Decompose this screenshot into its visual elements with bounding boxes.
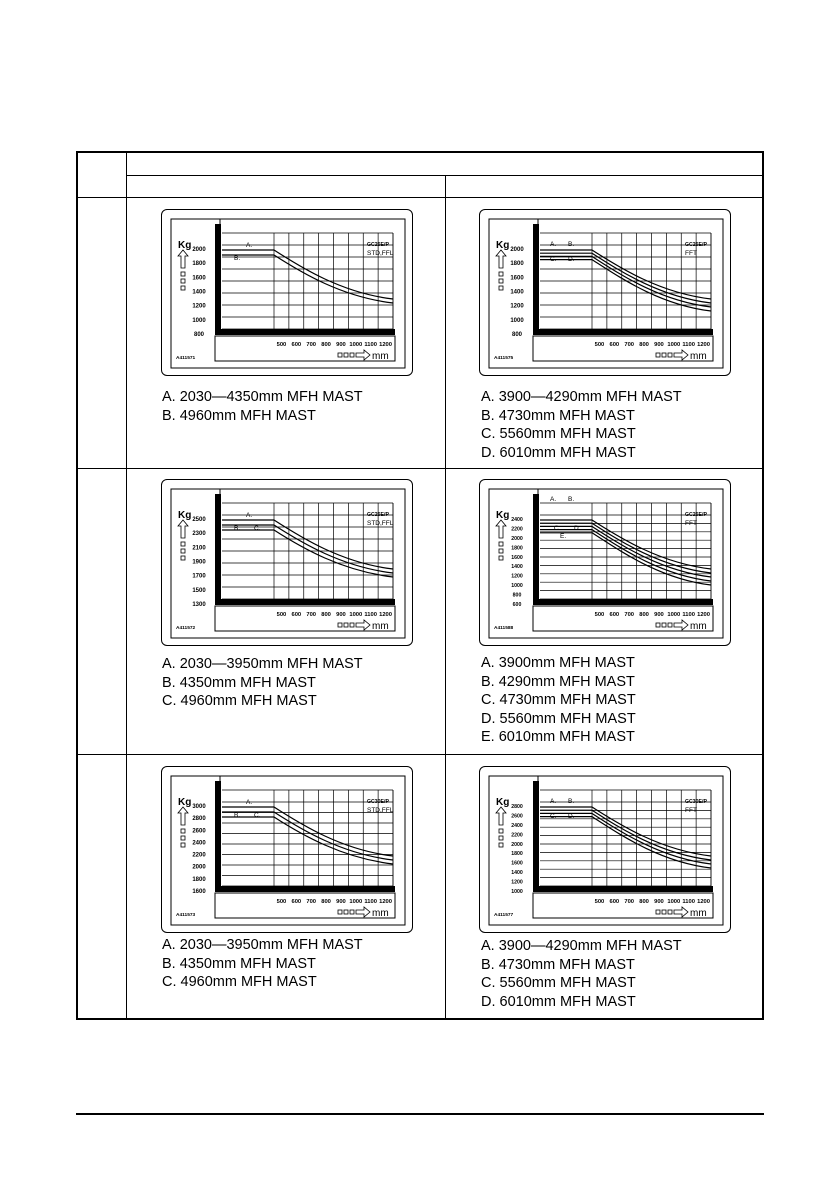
y-tick-label: 1500 [192,587,206,594]
figure-code: A411571 [176,356,196,361]
curve-letter-label: C. [554,525,561,532]
load-chart-panel [479,479,731,646]
model-label: FFT [685,250,697,257]
x-tick-label: 1000 [667,342,681,348]
caption-line: B. 4730mm MFH MAST [481,407,635,424]
chart-caption [162,936,363,992]
model-label: STD,FFL [367,250,394,257]
y-tick-label: 1400 [192,289,206,296]
x-tick-label: 500 [276,899,287,905]
y-tick-label: 1600 [511,860,523,867]
y-tick-label: 1200 [192,303,206,310]
unit-square-icon [181,279,185,283]
x-tick-label: 500 [594,899,605,905]
caption-line: C. 4960mm MFH MAST [162,974,317,990]
x-axis-bar [533,329,713,335]
arrow-right-icon [674,907,688,917]
unit-square-icon [181,829,185,833]
y-unit-label: Kg [496,240,510,251]
y-tick-label: 1400 [511,870,523,877]
figure-code: A411572 [176,626,196,631]
load-chart-svg [162,480,414,647]
x-axis-bar [215,886,395,892]
y-axis-bar [215,494,221,605]
y-unit-label: Kg [178,240,192,251]
y-axis-bar [215,781,221,892]
y-tick-label: 1800 [510,261,524,268]
load-chart-panel [479,766,731,933]
caption-line: C. 4730mm MFH MAST [481,692,636,708]
x-tick-label: 800 [639,342,649,348]
model-label: GC25E/P [685,512,707,518]
x-tick-label: 1200 [379,612,393,618]
x-tick-label: 600 [609,899,620,905]
caption-line: D. 5560mm MFH MAST [481,710,636,727]
unit-square-icon [181,272,185,276]
unit-square-icon [668,910,672,914]
y-tick-label: 1600 [511,554,523,561]
x-tick-label: 800 [321,899,331,905]
figure-code: A411577 [494,913,514,918]
y-tick-label: 600 [512,602,522,608]
unit-square-icon [181,542,185,546]
x-unit-label: mm [690,351,707,362]
x-tick-label: 1200 [697,612,711,618]
y-tick-label: 1600 [510,275,524,282]
y-tick-label: 2100 [192,545,206,552]
capacity-curve [540,817,711,868]
y-tick-label: 1800 [192,876,206,883]
unit-square-icon [499,556,503,560]
y-tick-label: 1800 [192,261,206,268]
curve-letter-label: B. [568,496,575,503]
x-unit-label: mm [690,908,707,919]
x-tick-label: 1000 [667,612,681,618]
x-axis-bar [533,599,713,605]
unit-square-icon [499,843,503,847]
y-tick-label: 2800 [192,816,206,823]
x-axis-bar [215,599,395,605]
x-unit-label: mm [690,621,707,632]
y-tick-label: 1000 [192,317,206,324]
x-tick-label: 700 [624,612,635,618]
curve-letter-label: A. [550,798,557,805]
capacity-curve [222,530,393,577]
y-axis-bar [533,494,539,605]
curve-letter-label: A. [246,512,253,519]
capacity-curve [540,253,711,303]
caption-line: A. 3900mm MFH MAST [481,655,635,671]
x-unit-label: mm [372,351,389,362]
chart-caption [481,388,682,462]
model-label: GC30E/P [367,799,389,805]
unit-square-icon [662,353,666,357]
x-tick-label: 1100 [682,899,695,905]
y-unit-label: Kg [496,510,510,521]
y-tick-label: 1000 [510,317,524,324]
y-tick-label: 2400 [192,840,206,847]
curve-letter-label: E. [560,533,567,540]
x-tick-label: 900 [654,612,664,618]
caption-line: A. 3900—4290mm MFH MAST [481,389,682,405]
load-chart-svg [480,480,732,647]
curve-letter-label: B. [234,525,241,532]
table-col-divider-1 [126,153,127,1018]
unit-square-icon [181,556,185,560]
x-tick-label: 1200 [697,899,711,905]
unit-square-icon [338,910,342,914]
x-tick-label: 900 [654,342,664,348]
x-tick-label: 1000 [667,899,681,905]
x-tick-label: 1100 [682,342,695,348]
arrow-right-icon [356,620,370,630]
model-label: STD,FFL [367,520,394,527]
y-tick-label: 2000 [192,247,206,253]
curve-letter-label: B. [234,255,241,262]
x-tick-label: 700 [624,899,635,905]
x-tick-label: 1100 [364,612,377,618]
caption-line: B. 4730mm MFH MAST [481,956,635,973]
x-tick-label: 800 [639,899,649,905]
chart-caption [481,937,682,1011]
caption-line: B. 4960mm MFH MAST [162,407,316,424]
x-tick-label: 900 [654,899,664,905]
curve-letter-label: C. [254,812,261,819]
x-unit-label: mm [372,621,389,632]
y-tick-label: 2500 [192,517,206,523]
y-tick-label: 2200 [511,526,523,533]
figure-code: A411588 [494,626,514,631]
curve-letter-label: B. [568,798,575,805]
x-tick-label: 1000 [349,342,363,348]
y-tick-label: 2000 [511,841,523,848]
y-tick-label: 2200 [511,832,523,839]
y-tick-label: 2000 [192,864,206,871]
x-tick-box [215,606,395,631]
unit-square-icon [181,836,185,840]
load-chart-panel [161,209,413,376]
x-tick-label: 700 [624,342,635,348]
x-tick-label: 500 [594,612,605,618]
y-tick-label: 2300 [192,531,206,538]
y-tick-label: 2000 [511,535,523,542]
x-tick-label: 600 [609,612,620,618]
caption-line: B. 4350mm MFH MAST [162,674,316,691]
capacity-curve [540,813,711,864]
unit-square-icon [499,542,503,546]
x-axis-bar [215,329,395,335]
unit-square-icon [350,623,354,627]
load-chart-svg [162,767,414,934]
x-tick-label: 1200 [379,899,393,905]
x-tick-label: 1000 [349,899,363,905]
unit-square-icon [181,549,185,553]
capacity-curve [540,807,711,856]
caption-line: E. 6010mm MFH MAST [481,729,635,745]
unit-square-icon [499,286,503,290]
y-unit-label: Kg [178,510,192,521]
x-tick-box [533,336,713,361]
caption-line: A. 2030—3950mm MFH MAST [162,937,363,953]
y-tick-label: 1200 [511,573,523,580]
y-axis-bar [533,781,539,892]
x-tick-label: 600 [609,342,620,348]
arrow-right-icon [356,907,370,917]
chart-caption [162,654,363,710]
load-chart-svg [480,767,732,934]
y-unit-label: Kg [496,797,510,808]
y-tick-label: 2400 [511,822,523,829]
y-tick-label: 800 [193,332,205,338]
x-tick-box [215,893,395,918]
y-tick-label: 1300 [192,602,206,608]
model-label: GC30E/P [685,799,707,805]
y-tick-label: 1200 [510,303,524,310]
caption-line: D. 6010mm MFH MAST [481,993,636,1010]
y-tick-label: 1000 [511,889,523,895]
table-header-bottom [78,197,762,198]
model-label: GC25E/P [367,242,389,248]
chart-caption [162,388,363,425]
unit-square-icon [656,353,660,357]
load-chart-panel [479,209,731,376]
x-tick-label: 800 [639,612,649,618]
unit-square-icon [656,910,660,914]
unit-square-icon [656,623,660,627]
x-tick-label: 700 [306,899,317,905]
x-tick-box [215,336,395,361]
y-tick-label: 1800 [511,545,523,552]
y-tick-label: 800 [511,332,523,338]
x-tick-label: 900 [336,612,346,618]
curve-letter-label: C. [254,525,261,532]
unit-square-icon [338,623,342,627]
capacity-curve [222,817,393,864]
y-tick-label: 1400 [510,289,524,296]
x-tick-label: 500 [276,612,287,618]
capacity-curve [540,256,711,307]
x-tick-label: 1000 [349,612,363,618]
model-label: STD,FFL [367,807,394,814]
y-tick-label: 1900 [192,559,206,566]
x-tick-label: 800 [321,612,331,618]
caption-line: A. 3900—4290mm MFH MAST [481,938,682,954]
capacity-curve [540,520,711,569]
x-tick-label: 1100 [364,899,377,905]
unit-square-icon [499,279,503,283]
unit-square-icon [668,353,672,357]
unit-square-icon [344,353,348,357]
load-chart-panel [161,766,413,933]
caption-line: A. 2030—4350mm MFH MAST [162,389,363,405]
arrow-right-icon [674,620,688,630]
arrow-right-icon [674,350,688,360]
x-tick-label: 500 [594,342,605,348]
curve-letter-label: D. [568,813,575,820]
caption-line: B. 4290mm MFH MAST [481,673,635,690]
y-axis-bar [215,224,221,335]
footer-rule [76,1113,764,1115]
y-tick-label: 2400 [511,517,523,523]
y-unit-label: Kg [178,797,192,808]
arrow-up-icon [496,250,506,268]
y-tick-label: 2600 [192,828,206,835]
curve-letter-label: C. [550,256,557,263]
unit-square-icon [338,353,342,357]
arrow-up-icon [178,250,188,268]
curve-letter-label: A. [550,241,557,248]
caption-line: B. 4350mm MFH MAST [162,955,316,972]
x-tick-label: 600 [291,899,302,905]
unit-square-icon [350,353,354,357]
arrow-up-icon [496,520,506,538]
arrow-up-icon [178,520,188,538]
model-label: FFT [685,807,697,814]
x-tick-label: 1200 [697,342,711,348]
load-chart-svg [162,210,414,377]
unit-square-icon [499,829,503,833]
x-unit-label: mm [372,908,389,919]
curve-letter-label: D. [574,525,581,532]
x-tick-label: 1200 [379,342,393,348]
y-axis-bar [533,224,539,335]
load-chart-panel [161,479,413,646]
curve-letter-label: B. [568,241,575,248]
table-row-divider-1 [78,468,762,469]
y-tick-label: 2800 [511,804,523,810]
unit-square-icon [181,843,185,847]
unit-square-icon [662,623,666,627]
table-header-divider [126,175,762,176]
unit-square-icon [344,623,348,627]
y-tick-label: 1400 [511,564,523,571]
y-tick-label: 1000 [511,583,523,590]
x-tick-box [533,893,713,918]
unit-square-icon [662,910,666,914]
caption-line: C. 5560mm MFH MAST [481,426,636,442]
y-tick-label: 2000 [510,247,524,253]
caption-line: A. 2030—3950mm MFH MAST [162,656,363,672]
x-tick-label: 1100 [682,612,695,618]
load-chart-svg [480,210,732,377]
curve-letter-label: B. [234,812,241,819]
unit-square-icon [499,836,503,840]
table-row-divider-2 [78,754,762,755]
y-tick-label: 1200 [511,879,523,886]
arrow-up-icon [178,807,188,825]
curve-letter-label: A. [550,496,557,503]
x-tick-box [533,606,713,631]
x-tick-label: 900 [336,342,346,348]
unit-square-icon [181,286,185,290]
caption-line: C. 4960mm MFH MAST [162,693,317,709]
x-tick-label: 1100 [364,342,377,348]
unit-square-icon [350,910,354,914]
x-tick-label: 500 [276,342,287,348]
capacity-curve [540,260,711,311]
y-tick-label: 2600 [511,813,523,820]
y-tick-label: 1700 [192,573,206,580]
x-tick-label: 800 [321,342,331,348]
y-tick-label: 1800 [511,851,523,858]
unit-square-icon [668,623,672,627]
y-tick-label: 3000 [192,804,206,810]
capacity-curve [540,250,711,299]
caption-line: C. 5560mm MFH MAST [481,975,636,991]
curve-letter-label: A. [246,799,253,806]
y-tick-label: 1600 [192,275,206,282]
figure-code: A411575 [494,356,514,361]
x-axis-bar [533,886,713,892]
x-tick-label: 600 [291,342,302,348]
model-label: FFT [685,520,697,527]
arrow-right-icon [356,350,370,360]
y-tick-label: 1600 [192,889,206,895]
x-tick-label: 700 [306,342,317,348]
curve-letter-label: D. [568,256,575,263]
model-label: GC25E/P [685,242,707,248]
capacity-curve [222,255,393,303]
unit-square-icon [499,549,503,553]
curve-letter-label: A. [246,242,253,249]
x-tick-label: 700 [306,612,317,618]
curve-letter-label: C. [550,813,557,820]
unit-square-icon [499,272,503,276]
figure-code: A411573 [176,913,196,918]
x-tick-label: 900 [336,899,346,905]
y-tick-label: 800 [512,592,522,599]
unit-square-icon [344,910,348,914]
caption-line: D. 6010mm MFH MAST [481,444,636,461]
chart-caption [481,654,636,747]
x-tick-label: 600 [291,612,302,618]
arrow-up-icon [496,807,506,825]
y-tick-label: 2200 [192,852,206,859]
model-label: GC25E/P [367,512,389,518]
table-col-divider-2 [445,175,446,1018]
